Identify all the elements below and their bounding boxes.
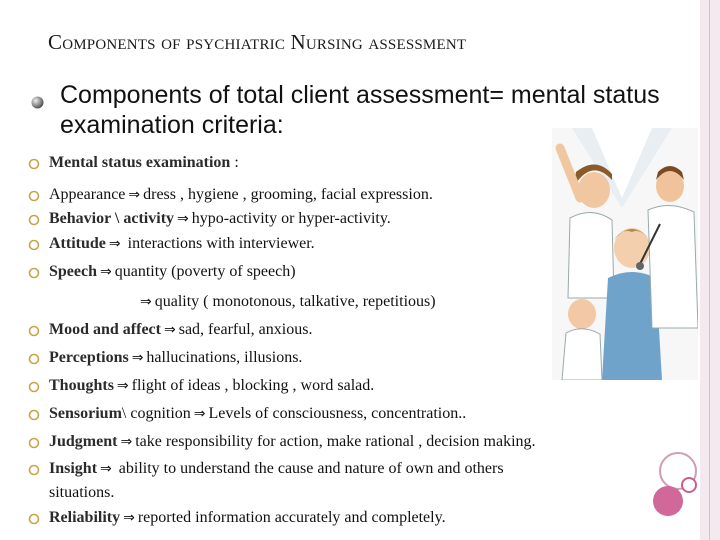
hollow-circle-icon — [28, 381, 40, 393]
hollow-circle-icon — [28, 437, 40, 449]
item-term: Perceptions — [49, 349, 129, 366]
implies-arrow-icon: ⇒ — [108, 236, 121, 252]
implies-arrow-icon: ⇒ — [177, 211, 189, 227]
implies-arrow-icon: ⇒ — [140, 294, 152, 310]
speech-continuation: ⇒ quality ( monotonous, talkative, repetitious) — [137, 292, 436, 312]
implies-arrow-icon: ⇒ — [163, 322, 176, 338]
hollow-circle-icon — [28, 158, 40, 170]
implies-arrow-icon: ⇒ — [128, 187, 141, 203]
item-term: Behavior \ activity — [49, 210, 175, 227]
item-mid: \ cognition — [121, 405, 191, 422]
item-desc: ability to understand the cause and nature of own and others — [118, 460, 504, 477]
item-term: Thoughts — [49, 377, 114, 394]
hollow-circle-icon — [28, 409, 40, 421]
hollow-circle-icon — [28, 464, 40, 476]
implies-arrow-icon: ⇒ — [123, 510, 135, 526]
insight-continuation: situations. — [49, 484, 115, 501]
item-term: Mental status examination — [49, 154, 231, 171]
implies-arrow-icon: ⇒ — [120, 434, 133, 450]
implies-arrow-icon: ⇒ — [100, 461, 112, 477]
item-term: Attitude — [49, 235, 106, 252]
item-desc: : — [234, 154, 239, 171]
item-term: Insight — [49, 460, 98, 477]
hollow-circle-icon — [28, 239, 40, 251]
item-desc: hypo-activity or hyper-activity. — [191, 210, 391, 227]
item-term: Appearance — [49, 186, 126, 203]
item-desc: reported information accurately and completely. — [137, 509, 446, 526]
item-desc: dress , hygiene , grooming, facial expression. — [143, 186, 433, 203]
item-term: Speech — [49, 263, 97, 280]
hollow-circle-icon — [28, 214, 40, 226]
implies-arrow-icon: ⇒ — [100, 264, 112, 280]
hollow-circle-icon — [28, 267, 40, 279]
item-term: Judgment — [49, 433, 118, 450]
hollow-circle-icon — [28, 325, 40, 337]
item-desc: Levels of consciousness, concentration.. — [208, 405, 467, 422]
implies-arrow-icon: ⇒ — [116, 378, 129, 394]
slide-title: Components of psychiatric Nursing assessment — [48, 30, 467, 54]
item-desc: quantity (poverty of speech) — [114, 263, 296, 280]
item-desc: sad, fearful, anxious. — [178, 321, 313, 338]
decorative-side-strip — [700, 0, 720, 540]
item-term: Mood and affect — [49, 321, 161, 338]
item-desc: take responsibility for action, make rational , decision making. — [135, 433, 536, 450]
item-desc: flight of ideas , blocking , word salad. — [131, 377, 375, 394]
hollow-circle-icon — [28, 190, 40, 202]
item-term: Reliability — [49, 509, 121, 526]
item-desc: interactions with interviewer. — [127, 235, 315, 252]
item-desc: hallucinations, illusions. — [146, 349, 303, 366]
implies-arrow-icon: ⇒ — [193, 406, 206, 422]
item-term: Sensorium — [49, 405, 122, 422]
hollow-circle-icon — [28, 353, 40, 365]
hollow-circle-icon — [28, 513, 40, 525]
implies-arrow-icon: ⇒ — [131, 350, 144, 366]
slide-subtitle: Components of total client assessment= mental status examination criteria: — [60, 81, 660, 139]
